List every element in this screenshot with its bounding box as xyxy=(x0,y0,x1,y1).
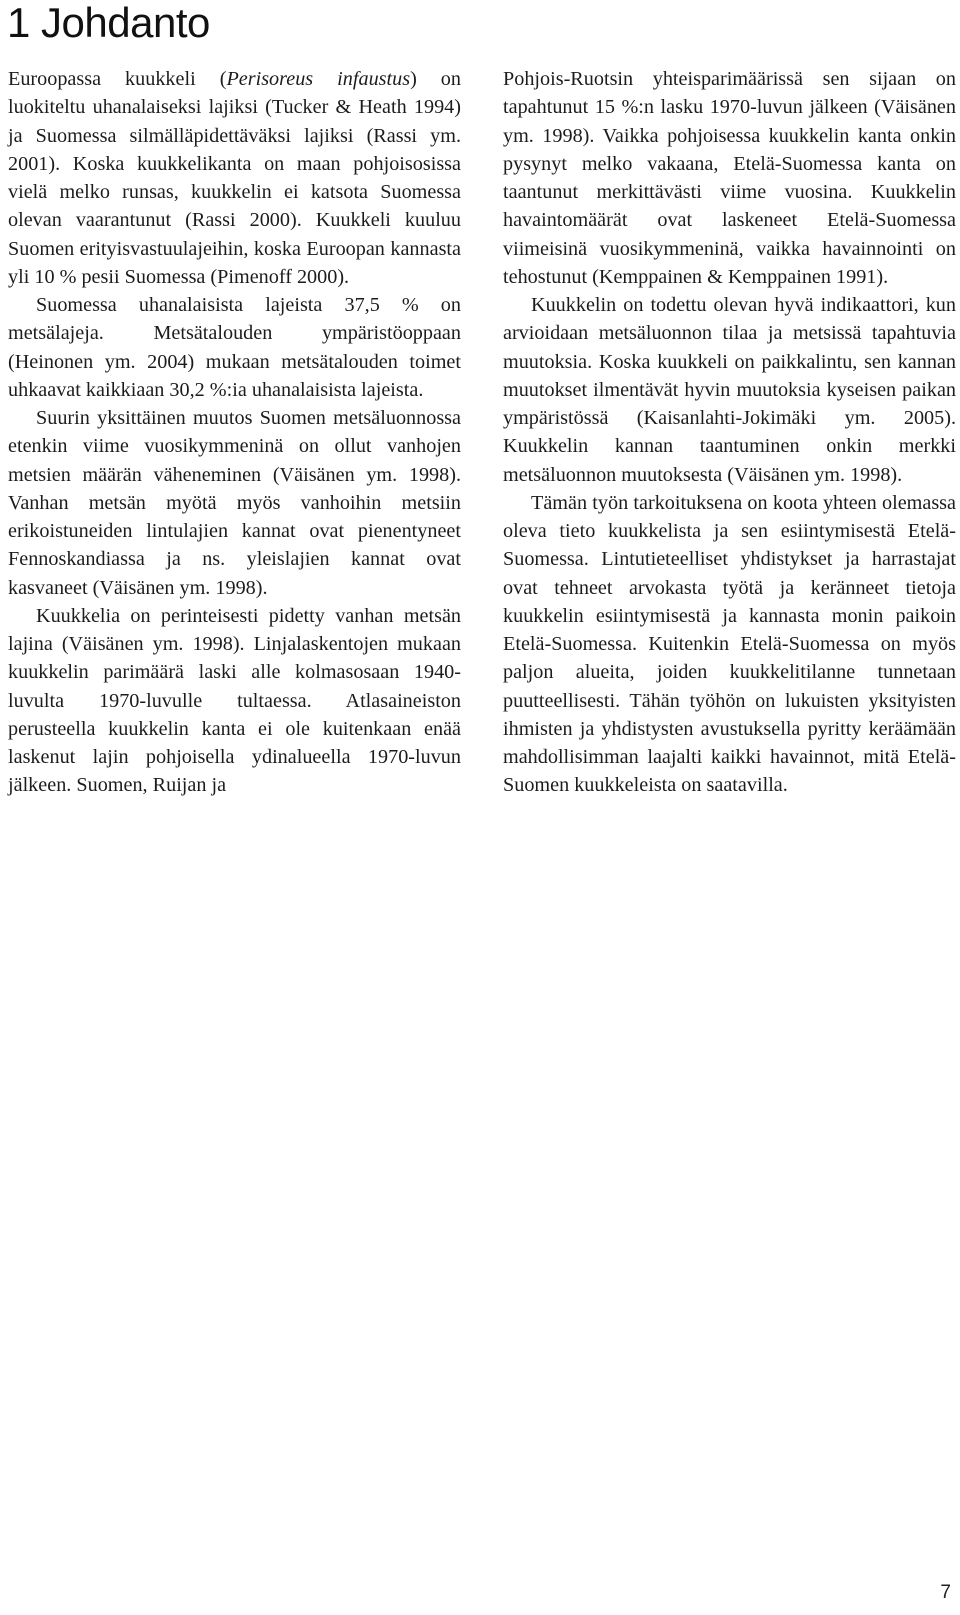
paragraph xyxy=(8,65,461,291)
right-text-column xyxy=(503,65,956,800)
paragraph: Pohjois-Ruotsin yhteisparimäärissä sen sijaan on tapahtunut 15 %:n lasku 1970-luvun jälkeen (Väisänen ym. 1998). Vaikka pohjoisessa kuukkelin kanta onkin pysynyt melko vakaana, Etelä-Suomessa kanta on taantunut merkittävästi viime vuosina. Kuukkelin havaintomäärät ovat laskeneet Etelä-Suomessa viimeisinä vuosikymmeninä, vaikka havainnointi on tehostunut (Kemppainen & Kemppainen 1991). xyxy=(503,68,956,288)
text-run: ) on luokiteltu uhanalaiseksi lajiksi (Tucker & Heath 1994) ja Suomessa silmälläpidettäväksi lajiksi (Rassi ym. 2001). Koska kuukkelikanta on maan pohjoisosissa vielä melko runsas, kuukkelin ei katsota Suomessa olevan vaarantunut (Rassi 2000). Kuukkeli kuuluu Suomen erityisvastuulajeihin, koska Euroopan kannasta yli 10 % pesii Suomessa (Pimenoff 2000). xyxy=(8,68,461,288)
page-number: 7 xyxy=(940,1582,951,1603)
text-run: Euroopassa kuukkeli ( xyxy=(8,68,227,90)
paragraph: Suurin yksittäinen muutos Suomen metsäluonnossa etenkin viime vuosikymmeninä on ollut vanhojen metsien määrän väheneminen (Väisänen ym. 1998). Vanhan metsän myötä myös vanhoihin metsiin erikoistuneiden lintulajien kannat ovat pienentyneet Fennoskandiassa ja ns. yleislajien kannat ovat kasvaneet (Väisänen ym. 1998). xyxy=(8,407,461,599)
paragraph: Tämän työn tarkoituksena on koota yhteen olemassa oleva tieto kuukkelista ja sen esiintymisestä Etelä-Suomessa. Lintutieteelliset yhdistykset ja harrastajat ovat tehneet arvokasta työtä ja keränneet tietoja kuukkelin esiintymisestä ja kannasta monin paikoin Etelä-Suomessa. Kuitenkin Etelä-Suomessa on myös paljon alueita, joiden kuukkelitilanne tunnetaan puutteellisesti. Tähän työhön on lukuisten yksityisten ihmisten ja yhdistysten avustuksella pyritty keräämään mahdollisimman laajalti kaikki havainnot, mitä Etelä-Suomen kuukkeleista on saatavilla. xyxy=(503,491,956,797)
species-name-italic: Perisoreus infaustus xyxy=(226,68,411,90)
left-text-column xyxy=(8,65,461,800)
paragraph: Suomessa uhanalaisista lajeista 37,5 % on metsälajeja. Metsätalouden ympäristöoppaan (Heinonen ym. 2004) mukaan metsätalouden toimet uhkaavat kaikkiaan 30,2 %:ia uhanalaisista lajeista. xyxy=(8,294,461,401)
paragraph: Kuukkelin on todettu olevan hyvä indikaattori, kun arvioidaan metsäluonnon tilaa ja metsissä tapahtuvia muutoksia. Koska kuukkeli on paikkalintu, sen kannan muutokset ilmentävät hyvin muutoksia kyseisen paikan ympäristössä (Kaisanlahti-Jokimäki ym. 2005). Kuukkelin kannan taantuminen onkin merkki metsäluonnon muutoksesta (Väisänen ym. 1998). xyxy=(503,294,956,486)
chapter-heading: 1 Johdanto xyxy=(7,0,210,46)
paragraph: Kuukkelia on perinteisesti pidetty vanhan metsän lajina (Väisänen ym. 1998). Linjalaskentojen mukaan kuukkelin parimäärä laski alle kolmasosaan 1940-luvulta 1970-luvulle tultaessa. Atlasaineiston perusteella kuukkelin kanta ei ole kuitenkaan enää laskenut lajin pohjoisella ydinalueella 1970-luvun jälkeen. Suomen, Ruijan ja xyxy=(8,604,461,797)
